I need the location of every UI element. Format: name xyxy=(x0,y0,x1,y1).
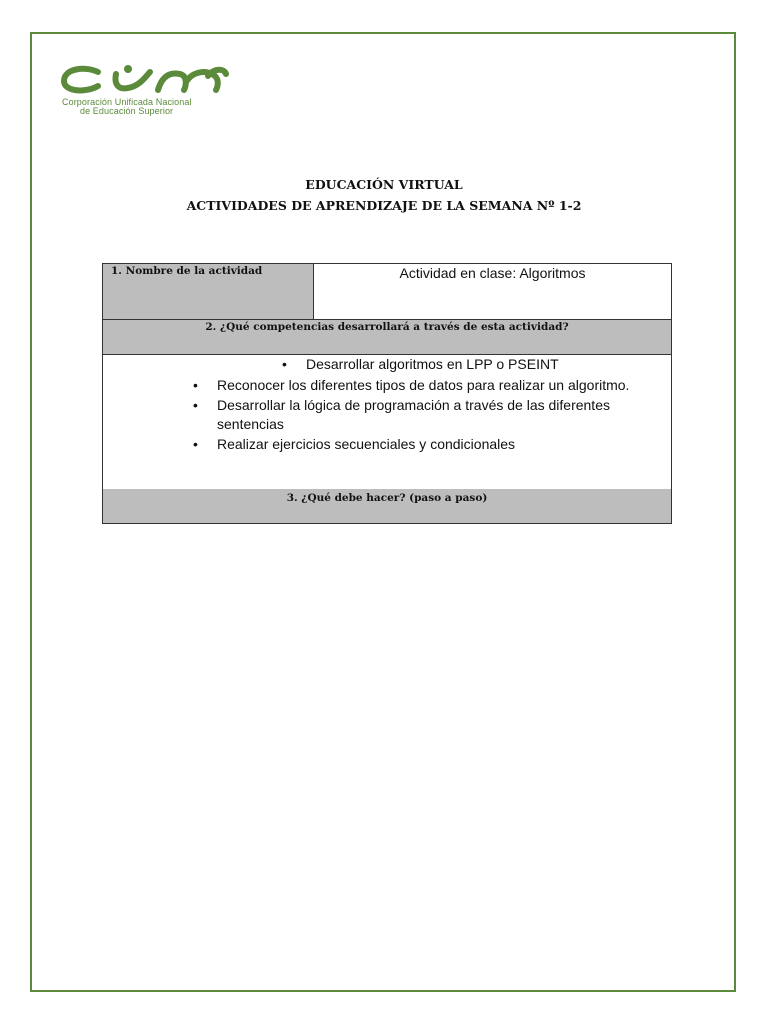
page-title: EDUCACIÓN VIRTUAL xyxy=(305,177,463,192)
activity-name-value: Actividad en clase: Algoritmos xyxy=(314,264,671,320)
activity-table xyxy=(102,263,672,524)
competency-text: Desarrollar algoritmos en LPP o PSEINT xyxy=(306,356,559,372)
competency-text: Desarrollar la lógica de programación a través de las diferentes sentencias xyxy=(217,397,610,432)
bullet-icon: • xyxy=(282,356,287,372)
list-item xyxy=(282,355,559,374)
list-item xyxy=(193,376,657,395)
bullet-icon: • xyxy=(193,377,198,393)
steps-heading: 3. ¿Qué debe hacer? (paso a paso) xyxy=(103,489,671,523)
competency-text: Realizar ejercicios secuenciales y condicionales xyxy=(217,436,516,452)
activity-name-label: 1. Nombre de la actividad xyxy=(103,264,314,320)
page-subtitle: ACTIVIDADES DE APRENDIZAJE DE LA SEMANA Nº 1-2 xyxy=(186,198,582,213)
competencies-heading: 2. ¿Qué competencias desarrollará a través de esta actividad? xyxy=(103,320,671,355)
logo-text-line1: Corporación Unificada Nacional xyxy=(62,97,192,107)
competencies-list xyxy=(103,355,671,489)
bullet-icon: • xyxy=(193,397,198,413)
cun-logo xyxy=(58,62,230,118)
bullet-icon: • xyxy=(193,436,198,452)
competency-text: Reconocer los diferentes tipos de datos para realizar un algoritmo. xyxy=(217,377,630,393)
logo-text-line2: de Educación Superior xyxy=(80,106,174,116)
list-item xyxy=(193,396,657,434)
list-item xyxy=(193,435,657,454)
cun-logo-mark xyxy=(58,62,230,96)
